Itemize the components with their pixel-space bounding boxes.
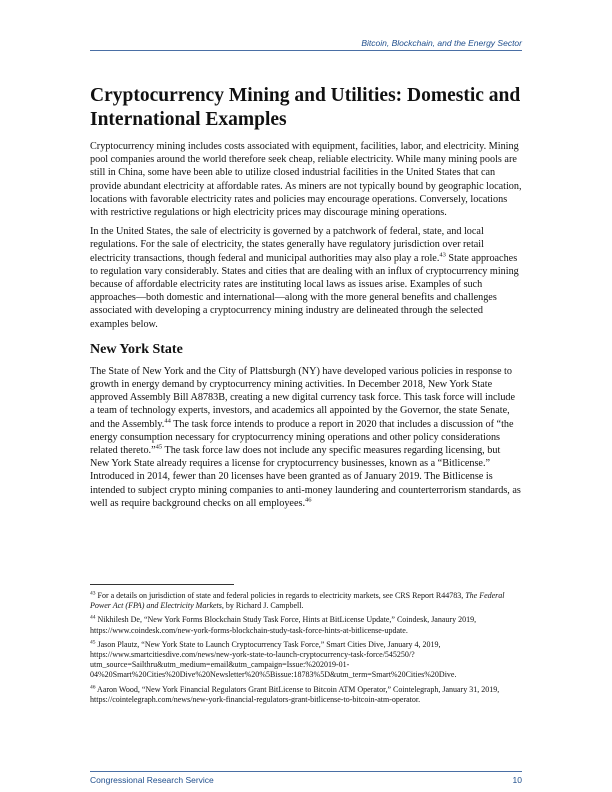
footnote-number: 46 bbox=[90, 683, 96, 690]
footnote-ref-45[interactable]: 45 bbox=[155, 443, 163, 451]
page-number: 10 bbox=[512, 775, 522, 785]
footnote-46 bbox=[90, 685, 522, 705]
footnote-45 bbox=[90, 640, 522, 681]
paragraph-text: The State of New York and the City of Plattsburgh (NY) have developed various policies in response to growth in energy demand by cryptocurrency mining activities. In December 2018, New York State approved Assembly Bill A8783B, creating a new digital currency task force. This task force will include a team of technology experts, investors, and academics all appointed by the Governor, the state Senate, and the Assembly. bbox=[90, 365, 516, 430]
page-body bbox=[90, 84, 522, 516]
footnote-number: 45 bbox=[90, 639, 96, 646]
paragraph-text: The task force intends to produce a report in 2020 that includes a discussion of “the energy consumption necessary for cryptocurrency mining operations and other policy considerations related thereto.” bbox=[90, 418, 514, 457]
footnote-number: 44 bbox=[90, 614, 96, 621]
paragraph-text: State approaches to regulation vary considerably. States and cities that are dealing with an influx of cryptocurrency mining because of affordable electricity rates are instituting local laws as issues arise. Examples of such approaches—both domestic and international—along with the more general benefits and challenges associated with developing a cryptocurrency mining industry are delineated through the selected examples below. bbox=[90, 252, 519, 330]
footnote-text: For a details on jurisdiction of state and federal policies in regards to electricity markets, see CRS Report R44783, bbox=[95, 591, 466, 600]
footnote-43 bbox=[90, 591, 522, 611]
footnote-44 bbox=[90, 615, 522, 635]
footnote-text: Jason Plautz, “New York State to Launch Cryptocurrency Task Force,” Smart Cities Dive, January 4, 2019, https://www.smartcitiesdive.com/news/new-york-state-to-launch-cryptocurrency-task-force/545250/?utm_source=Sailthru&utm_medium=email&utm_campaign=Issue:%202019-01-04%20Smart%20Cities%20Dive%20Newsletter%20%5Bissue:18783%5D&utm_term=Smart%20Cities%20Dive. bbox=[90, 639, 457, 680]
footnote-ref-44[interactable]: 44 bbox=[164, 417, 171, 425]
paragraph-text: The task force law does not include any specific measures regarding licensing, but New York State already requires a license for cryptocurrency businesses, known as a “Bitlicense.” Introduced in 2014, fewer than 20 licenses have been granted as of January 2019. The Bitlicense is intended to subject crypto mining companies to anti-money laundering and counterterrorism standards, as well as require background checks on all employees. bbox=[90, 445, 521, 509]
footnote-ref-43[interactable]: 43 bbox=[439, 251, 446, 259]
footer-divider bbox=[90, 771, 522, 772]
section-title: Cryptocurrency Mining and Utilities: Domestic and International Examples bbox=[90, 85, 521, 130]
section-paragraph-2 bbox=[90, 225, 522, 331]
footnote-divider bbox=[90, 584, 234, 585]
section-paragraph-1: Cryptocurrency mining includes costs associated with equipment, facilities, labor, and electricity. Mining pool companies around the world therefore seek cheap, reliable electricity. While many mining pools are still in China, some have been able to utilize closed industrial facilities in the United States that can provide abundant electricity at affordable rates. As miners are not typically bound by geographic location, locations with favorable electricity rates and policies may encourage operations. Conversely, locations with restrictive regulations or high electricity prices may discourage mining operations. bbox=[90, 141, 522, 219]
footnote-text: Aaron Wood, “New York Financial Regulators Grant BitLicense to Bitcoin ATM Operator,” Cointelegraph, January 31, 2019, https://cointelegraph.com/news/new-york-financial-regulators-grant-bitlicense-to-bitcoin-atm-operator. bbox=[90, 684, 500, 704]
running-header: Bitcoin, Blockchain, and the Energy Sector bbox=[361, 38, 522, 48]
footnotes bbox=[90, 591, 522, 709]
footnote-text: , by Richard J. Campbell. bbox=[221, 601, 304, 611]
header-divider bbox=[90, 50, 522, 51]
footer-source: Congressional Research Service bbox=[90, 775, 214, 785]
footnote-ref-46[interactable]: 46 bbox=[305, 496, 312, 504]
subsection-paragraph-1 bbox=[90, 365, 522, 510]
footnote-report-title: The Federal Power Act (FPA) and Electricity Markets bbox=[90, 591, 505, 611]
footnote-text: Nikhilesh De, “New York Forms Blockchain Study Task Force, Hints at BitLicense Update,” Coindesk, Janaury 2019, https://www.coindesk.com/new-york-forms-blockchain-study-task-force-hints-at-bitlicense-update. bbox=[90, 615, 477, 635]
footnote-number: 43 bbox=[90, 590, 96, 597]
subsection-title: New York State bbox=[90, 341, 183, 357]
paragraph-text: In the United States, the sale of electricity is governed by a patchwork of federal, state, and local regulations. For the sale of electricity, the states generally have regulatory jurisdiction over retail electricity transactions, though federal and municipal authorities may also play a role. bbox=[90, 226, 484, 264]
